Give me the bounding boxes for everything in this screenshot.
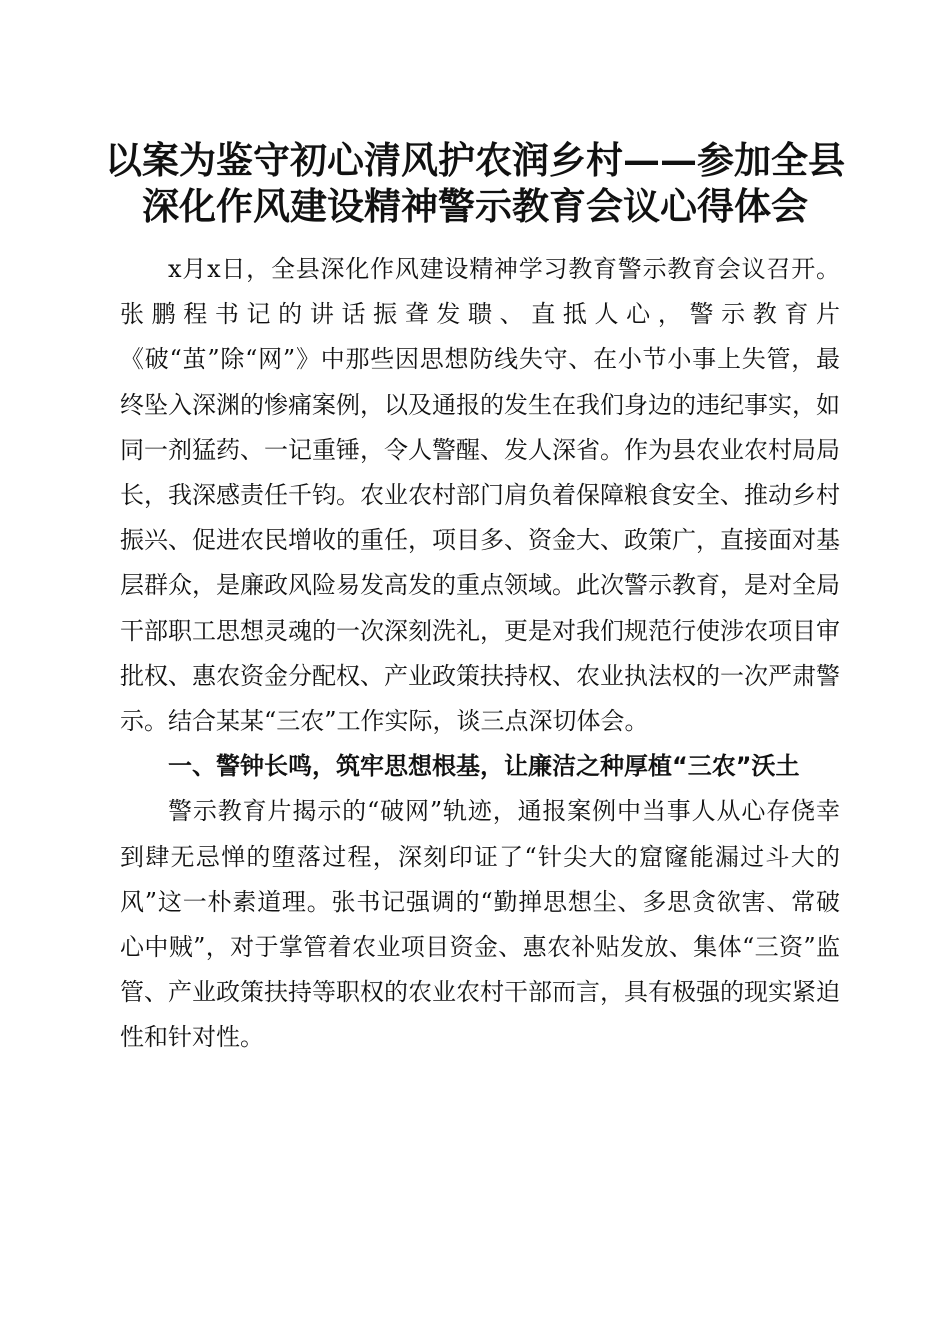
paragraph-section-1: 警示教育片揭示的“破网”轨迹，通报案例中当事人从心存侥幸到肆无忌惮的堕落过程，深刻印证了“针尖大的窟窿能漏过斗大的风”这一朴素道理。张书记强调的“勤掸思想尘、多思贪欲害、常破心中贼”，对于掌管着农业项目资金、惠农补贴发放、集体“三资”监管、产业政策扶持等职权的农业农村干部而言，具有极强的现实紧迫性和针对性。	[120, 797, 840, 1052]
section-heading-1: 一、警钟长鸣，筑牢思想根基，让廉洁之种厚植“三农”沃土	[168, 752, 800, 781]
document-title-line-1: 以案为鉴守初心清风护农润乡村——参加全县	[105, 138, 845, 182]
document-title-line-2: 深化作风建设精神警示教育会议心得体会	[142, 184, 808, 228]
paragraph-intro: x月x日，全县深化作风建设精神学习教育警示教育会议召开。张鹏程书记的讲话振聋发聩、直抵人心，警示教育片《破“茧”除“网”》中那些因思想防线失守、在小节小事上失管，最终坠入深渊的惨痛案例，以及通报的发生在我们身边的违纪事实，如同一剂猛药、一记重锤，令人警醒、发人深省。作为县农业农村局局长，我深感责任千钧。农业农村部门肩负着保障粮食安全、推动乡村振兴、促进农民增收的重任，项目多、资金大、政策广，直接面对基层群众，是廉政风险易发高发的重点领域。此次警示教育，是对全局干部职工思想灵魂的一次深刻洗礼，更是对我们规范行使涉农项目审批权、惠农资金分配权、产业政策扶持权、农业执法权的一次严肃警示。结合某某“三农”工作实际，谈三点深切体会。	[120, 255, 840, 736]
document-body	[120, 247, 840, 1061]
